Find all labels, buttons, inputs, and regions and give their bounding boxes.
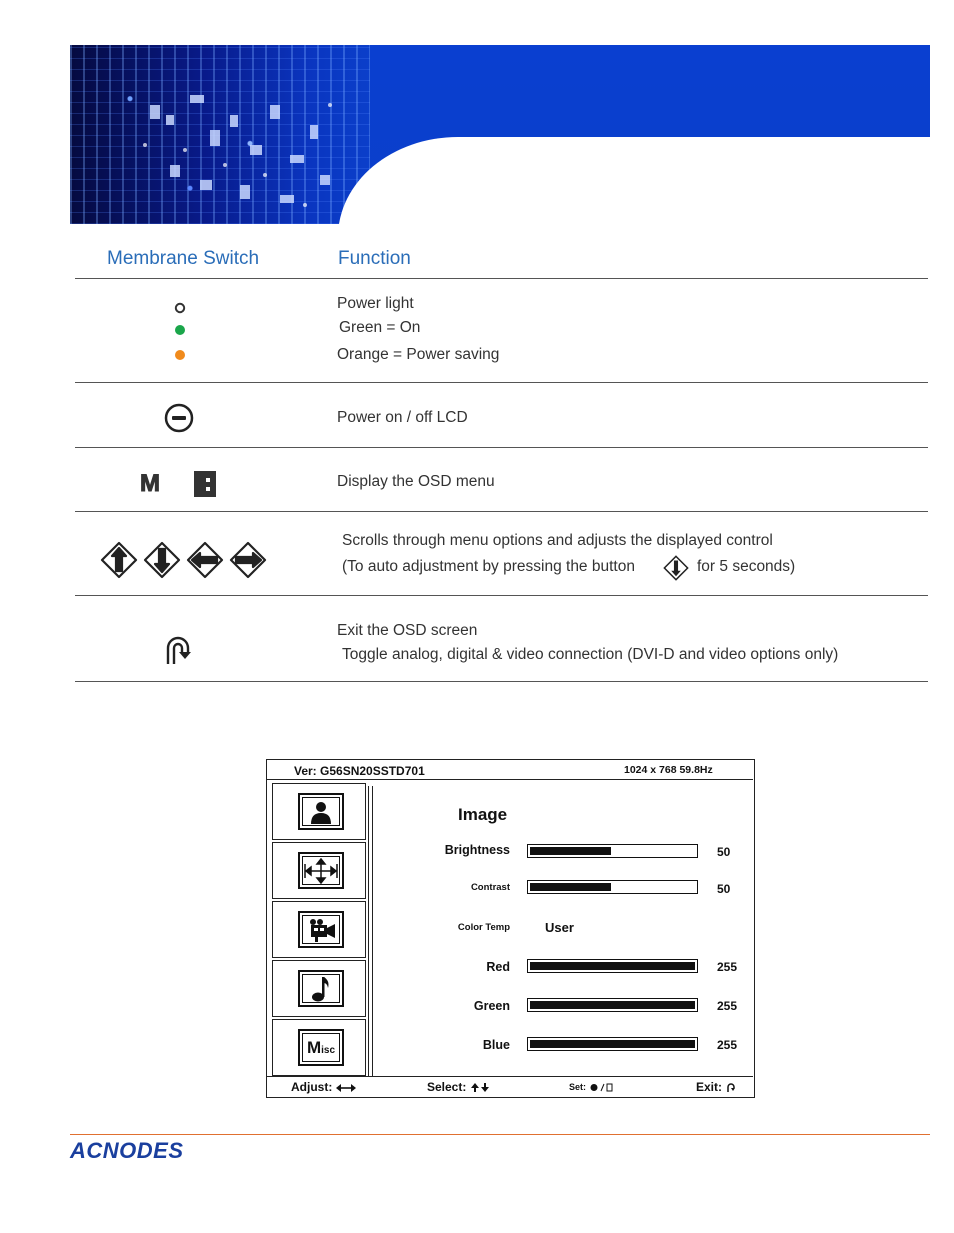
- function-text: Orange = Power saving: [337, 346, 500, 363]
- led-green-icon: [175, 325, 185, 335]
- osd-tab-image[interactable]: [272, 783, 366, 840]
- color-temp-value[interactable]: User: [545, 920, 574, 935]
- table-rule: [75, 382, 928, 383]
- position-move-icon: [298, 852, 344, 889]
- exit-icon: [725, 1082, 735, 1093]
- audio-music-note-icon: [298, 970, 344, 1007]
- setting-value: 255: [717, 1038, 738, 1052]
- setting-value: 255: [717, 960, 738, 974]
- misc-icon: M isc: [298, 1029, 344, 1066]
- power-button-icon: [163, 402, 195, 434]
- slider-fill: [530, 962, 695, 970]
- banner-curve: [338, 137, 930, 224]
- osd-select-hint: Select:: [427, 1080, 490, 1094]
- menu-key-m-icon: M: [140, 470, 159, 497]
- setting-value: 50: [717, 845, 731, 859]
- exit-return-icon: [162, 632, 194, 666]
- table-rule: [75, 447, 928, 448]
- osd-tab-audio[interactable]: [272, 960, 366, 1017]
- osd-exit-hint: Exit:: [696, 1080, 735, 1094]
- col-header-function: Function: [338, 248, 411, 269]
- left-right-arrow-icon: [336, 1083, 356, 1093]
- power-led-icons: [170, 300, 190, 362]
- osd-tab-position[interactable]: [272, 842, 366, 899]
- osd-tab-misc[interactable]: [272, 1019, 366, 1076]
- setting-label: Brightness: [444, 843, 510, 857]
- table-rule: [75, 595, 928, 596]
- function-text: Display the OSD menu: [337, 473, 495, 490]
- right-arrow-icon: [231, 543, 265, 577]
- setting-label: Color Temp: [457, 922, 510, 933]
- brightness-slider[interactable]: [527, 844, 698, 858]
- osd-menu-column: [267, 780, 373, 1076]
- slider-fill: [530, 847, 611, 855]
- function-text: Scrolls through menu options and adjusts the displayed control: [342, 532, 773, 549]
- osd-tab-color[interactable]: [272, 901, 366, 958]
- slider-fill: [530, 1001, 695, 1009]
- osd-section-title: Image: [458, 805, 508, 824]
- setting-value: 255: [717, 999, 738, 1013]
- osd-set-hint: Set:: [569, 1082, 615, 1092]
- color-camera-icon: [298, 911, 344, 948]
- table-rule: [75, 681, 928, 682]
- arrow-keys-icons: [100, 541, 270, 579]
- set-buttons-icon: [589, 1083, 615, 1092]
- red-slider[interactable]: [527, 959, 698, 973]
- table-rule: [75, 278, 928, 279]
- footer-rule: [70, 1134, 930, 1135]
- function-text: (To auto adjustment by pressing the button: [342, 558, 635, 575]
- osd-bottom-bar: [267, 1076, 753, 1096]
- acnodes-logo: ACNODES: [70, 1138, 184, 1163]
- contrast-slider[interactable]: [527, 880, 698, 894]
- image-person-icon: [298, 793, 344, 830]
- osd-menu-screen: [266, 759, 755, 1098]
- osd-resolution: 1024 x 768 59.8Hz: [624, 764, 713, 776]
- circuit-chips-graphic: [130, 85, 350, 224]
- slider-fill: [530, 1040, 695, 1048]
- menu-key-icon: [192, 470, 218, 498]
- setting-label: Green: [473, 999, 510, 1013]
- header-banner: [70, 45, 930, 224]
- osd-divider: [368, 786, 373, 1076]
- setting-label: Contrast: [470, 882, 510, 893]
- down-arrow-icon: [145, 543, 179, 577]
- function-text: Power light: [337, 295, 414, 312]
- table-rule: [75, 511, 928, 512]
- osd-adjust-hint: Adjust:: [291, 1080, 356, 1094]
- osd-version: Ver: G56SN20SSTD701: [294, 764, 425, 778]
- green-slider[interactable]: [527, 998, 698, 1012]
- function-text: Green = On: [339, 319, 421, 336]
- setting-label: Red: [486, 960, 510, 974]
- col-header-switch: Membrane Switch: [107, 248, 260, 269]
- led-orange-icon: [175, 350, 185, 360]
- function-text: Toggle analog, digital & video connection (DVI-D and video options only): [342, 646, 839, 663]
- function-text: Power on / off LCD: [337, 409, 468, 426]
- up-down-arrow-icon: [470, 1082, 490, 1093]
- blue-slider[interactable]: [527, 1037, 698, 1051]
- led-off-icon: [176, 304, 184, 312]
- slider-fill: [530, 883, 611, 891]
- setting-value: 50: [717, 882, 731, 896]
- up-arrow-icon: [102, 543, 136, 577]
- function-text: Exit the OSD screen: [337, 622, 478, 639]
- osd-top-bar: [267, 760, 753, 780]
- down-arrow-icon: [662, 555, 690, 581]
- left-arrow-icon: [188, 543, 222, 577]
- setting-label: Blue: [482, 1038, 510, 1052]
- function-text: for 5 seconds): [697, 558, 796, 575]
